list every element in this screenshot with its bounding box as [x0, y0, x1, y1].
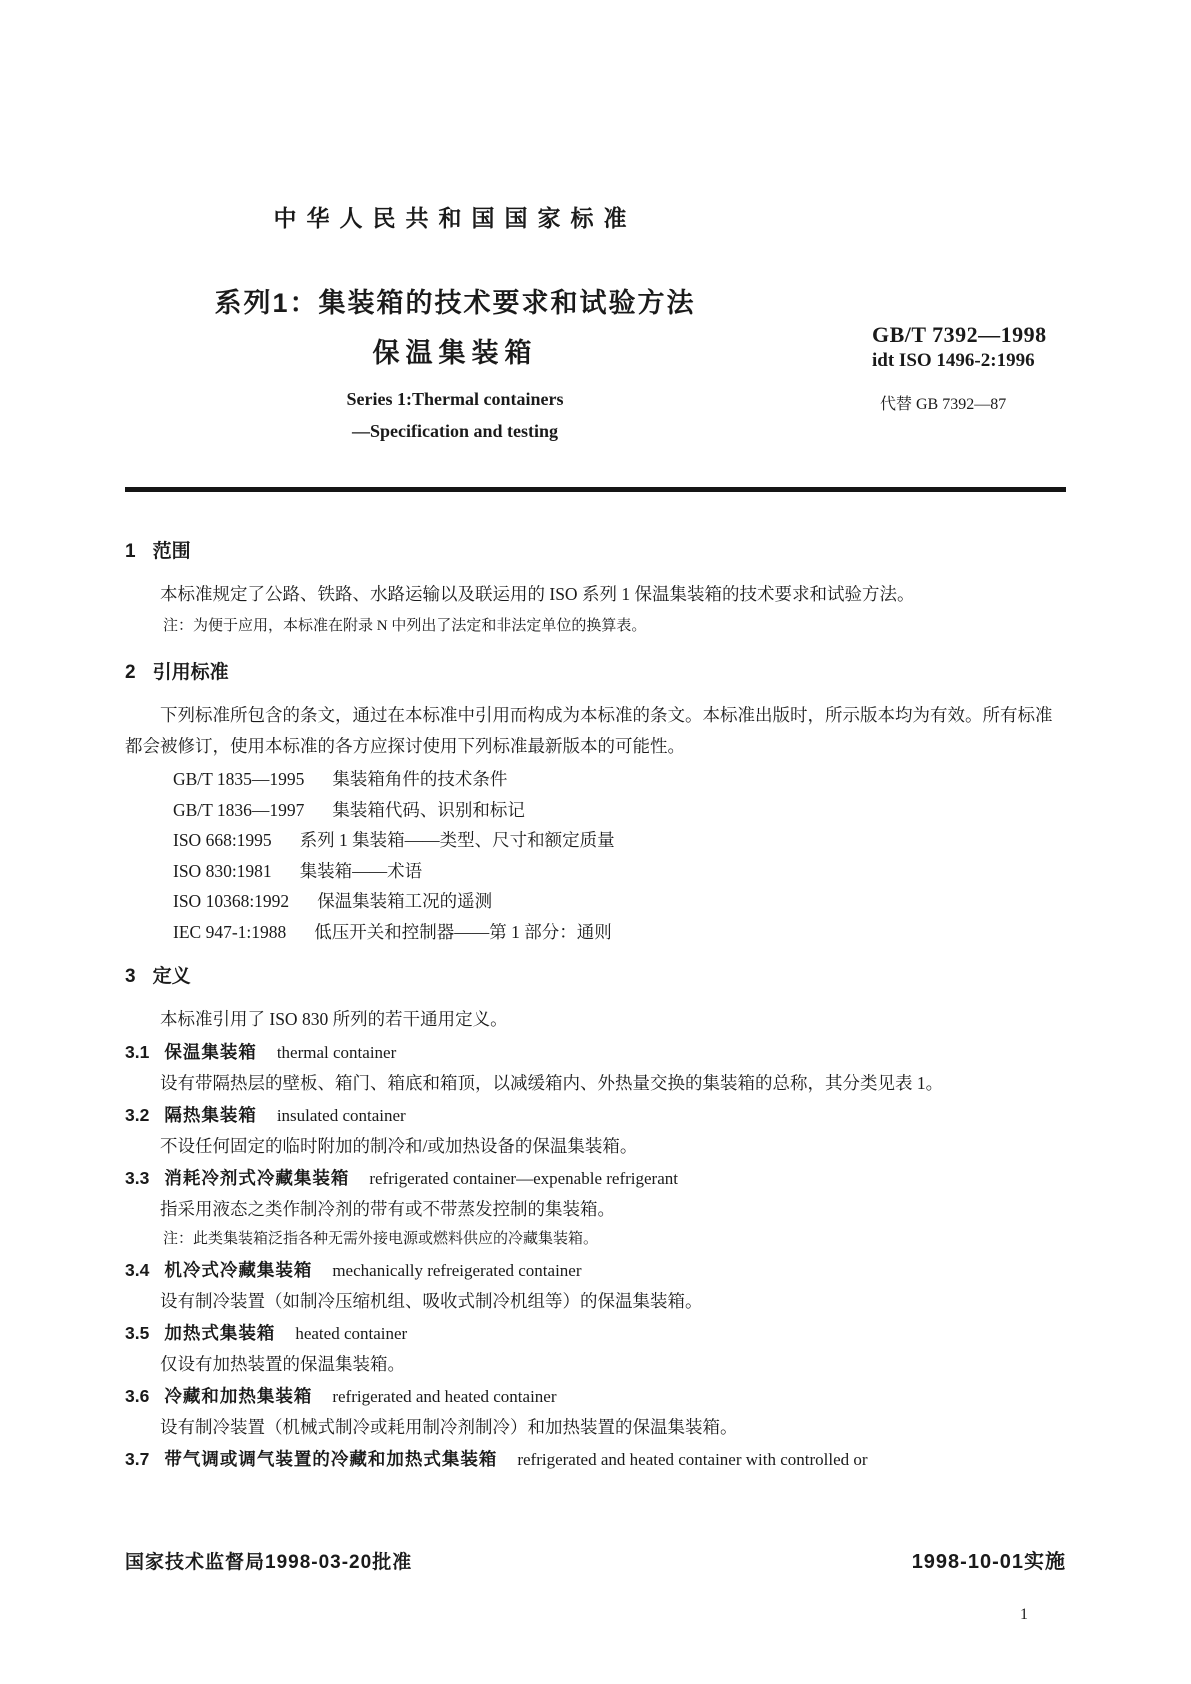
- references-paragraph: 下列标准所包含的条文，通过在本标准中引用而构成为本标准的条文。本标准出版时，所示版本均为有效。所有标准都会被修订，使用本标准的各方应探讨使用下列标准最新版本的可能性。: [125, 705, 1053, 756]
- definition-term-en: heated container: [295, 1324, 408, 1343]
- idt-iso-code: idt ISO 1496-2:1996: [872, 350, 1035, 371]
- standard-code: GB/T 7392—1998: [872, 322, 1047, 347]
- section-3-heading: [125, 965, 1066, 989]
- definition-item: [125, 1318, 1066, 1380]
- definition-term-cn: 带气调或调气装置的冷藏和加热式集装箱: [164, 1449, 498, 1469]
- definition-term-en: refrigerated container—expenable refrigerant: [369, 1169, 678, 1188]
- document-body: [125, 540, 1066, 1475]
- section-1-heading: [125, 540, 1066, 564]
- reference-item: [125, 886, 1066, 917]
- definitions-intro: 本标准引用了 ISO 830 所列的若干通用定义。: [160, 1009, 508, 1029]
- definition-term-en: insulated container: [276, 1106, 406, 1125]
- definition-body: 不设任何固定的临时附加的制冷和/或加热设备的保温集装箱。: [160, 1136, 638, 1156]
- section-2-number: 2: [125, 662, 136, 683]
- definition-item: [125, 1255, 1066, 1317]
- definition-number: 3.2: [125, 1105, 150, 1125]
- definition-body: 设有制冷装置（如制冷压缩机组、吸收式制冷机组等）的保温集装箱。: [160, 1291, 703, 1311]
- definition-term-en: thermal container: [276, 1043, 397, 1062]
- definition-heading: [125, 1318, 1066, 1349]
- reference-item: [125, 764, 1066, 795]
- reference-code: ISO 10368:1992: [173, 891, 290, 911]
- reference-item: [125, 795, 1066, 826]
- reference-title: 集装箱——术语: [299, 860, 423, 881]
- definition-term-cn: 隔热集装箱: [164, 1105, 257, 1125]
- definition-item: [125, 1163, 1066, 1254]
- reference-code: ISO 668:1995: [173, 830, 272, 850]
- english-title-line1: Series 1:Thermal containers: [346, 389, 564, 409]
- scope-note: 注：为便于应用，本标准在附录 N 中列出了法定和非法定单位的换算表。: [163, 618, 647, 634]
- definition-term-en: refrigerated and heated container: [332, 1387, 557, 1406]
- definition-body: 设有制冷装置（机械式制冷或耗用制冷剂制冷）和加热装置的保温集装箱。: [160, 1417, 738, 1437]
- section-1-label: 范围: [152, 541, 191, 562]
- reference-item: [125, 856, 1066, 887]
- scope-paragraph: 本标准规定了公路、铁路、水路运输以及联运用的 ISO 系列 1 保温集装箱的技术要求和试验方法。: [160, 584, 915, 604]
- definition-heading: [125, 1255, 1066, 1286]
- reference-code: IEC 947-1:1988: [173, 921, 287, 942]
- definition-term-cn: 消耗冷剂式冷藏集装箱: [164, 1168, 350, 1188]
- definition-term-cn: 加热式集装箱: [164, 1323, 276, 1343]
- supersedes-note: 代替 GB 7392—87: [880, 396, 1007, 413]
- document-title-line1: 系列1：集装箱的技术要求和试验方法: [214, 288, 696, 318]
- definition-term-cn: 冷藏和加热集装箱: [164, 1386, 313, 1406]
- header-divider-rule: [125, 487, 1066, 492]
- reference-title: 集装箱角件的技术条件: [332, 769, 508, 789]
- implementation-text: 1998-10-01实施: [911, 1551, 1066, 1573]
- reference-item: [125, 825, 1066, 856]
- section-2-heading: [125, 661, 1066, 685]
- page-number: 1: [1020, 1606, 1028, 1623]
- definition-number: 3.6: [125, 1386, 150, 1406]
- definition-item: [125, 1381, 1066, 1443]
- definition-heading: [125, 1100, 1066, 1131]
- definition-heading: [125, 1163, 1066, 1194]
- reference-item: [125, 917, 1066, 948]
- reference-code: GB/T 1836—1997: [173, 799, 305, 820]
- section-2-label: 引用标准: [152, 662, 229, 683]
- definition-heading: [125, 1037, 1066, 1068]
- standard-type-heading: 中华人民共和国国家标准: [273, 205, 637, 231]
- document-footer: [125, 1545, 1066, 1574]
- section-1-number: 1: [125, 541, 136, 562]
- section-3-label: 定义: [152, 966, 191, 987]
- definition-item: [125, 1037, 1066, 1099]
- definition-note: 注：此类集装箱泛指各种无需外接电源或燃料供应的冷藏集装箱。: [163, 1231, 599, 1247]
- reference-title: 低压开关和控制器——第 1 部分：通则: [314, 921, 612, 942]
- definition-body: 仅设有加热装置的保温集装箱。: [160, 1354, 405, 1374]
- definition-body: 设有带隔热层的壁板、箱门、箱底和箱顶，以减缓箱内、外热量交换的集装箱的总称，其分类见表 1。: [160, 1073, 944, 1093]
- definition-item: [125, 1444, 1066, 1475]
- definition-item: [125, 1100, 1066, 1162]
- reference-title: 集装箱代码、识别和标记: [332, 799, 525, 820]
- reference-title: 保温集装箱工况的遥测: [317, 891, 493, 911]
- definition-body: 指采用液态之类作制冷剂的带有或不带蒸发控制的集装箱。: [160, 1199, 615, 1219]
- reference-list: [125, 764, 1066, 947]
- definition-number: 3.1: [125, 1042, 150, 1062]
- definition-term-cn: 机冷式冷藏集装箱: [164, 1260, 313, 1280]
- definition-term-en: refrigerated and heated container with controlled or: [517, 1450, 868, 1469]
- reference-code: ISO 830:1981: [173, 860, 272, 881]
- definition-number: 3.4: [125, 1260, 150, 1280]
- standard-code-block: [872, 322, 1068, 374]
- definition-term-en: mechanically refreigerated container: [332, 1261, 582, 1280]
- english-title-line2: —Specification and testing: [351, 421, 558, 441]
- reference-code: GB/T 1835—1995: [173, 769, 305, 789]
- section-3-number: 3: [125, 966, 136, 987]
- definition-heading: [125, 1444, 1066, 1475]
- document-title-line2: 保温集装箱: [372, 338, 538, 368]
- definition-number: 3.3: [125, 1168, 150, 1188]
- definition-number: 3.5: [125, 1323, 150, 1343]
- definition-heading: [125, 1381, 1066, 1412]
- reference-title: 系列 1 集装箱——类型、尺寸和额定质量: [299, 830, 615, 850]
- definition-number: 3.7: [125, 1449, 150, 1469]
- approval-text: 国家技术监督局1998-03-20批准: [125, 1552, 413, 1573]
- definition-term-cn: 保温集装箱: [164, 1042, 257, 1062]
